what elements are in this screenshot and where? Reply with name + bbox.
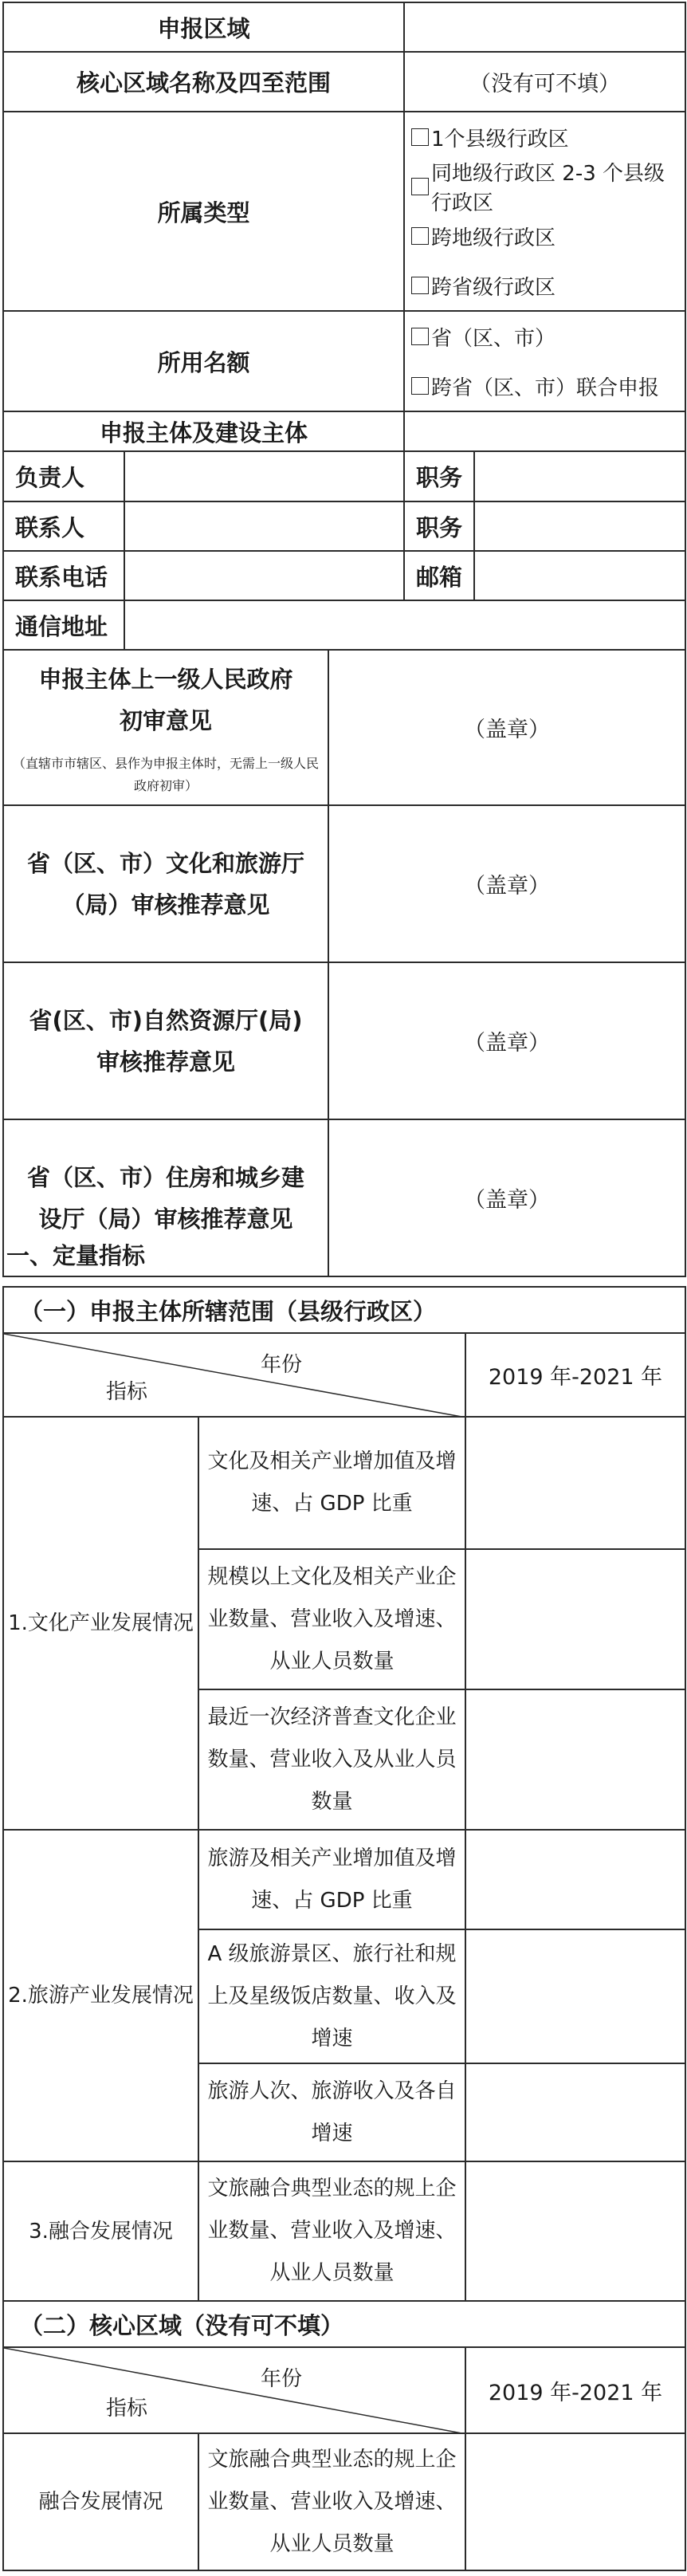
table2-heading: （二）核心区域（没有可不填）: [3, 2301, 685, 2347]
culture-opinion-seal[interactable]: （盖章）: [328, 805, 685, 962]
declare-area-label: 申报区域: [3, 2, 404, 52]
core-area-label: 核心区域名称及四至范围: [3, 52, 404, 112]
g2-item-3: 旅游人次、旅游收入及各自增速: [198, 2063, 465, 2161]
table2-diagonal-header: [3, 2347, 465, 2433]
belong-type-options: [404, 112, 685, 311]
subject-field[interactable]: [404, 411, 685, 451]
group-culture-industry: 1.文化产业发展情况: [3, 1417, 198, 1830]
core-item-1: 文旅融合典型业态的规上企业数量、营业收入及增速、从业人员数量: [198, 2433, 465, 2570]
table2-period: 2019 年-2021 年: [465, 2347, 685, 2433]
diagonal-line: [4, 2348, 466, 2434]
belong-type-label: 所属类型: [3, 112, 404, 311]
housing-opinion-label: 省（区、市）住房和城乡建设厅（局）审核推荐意见: [3, 1119, 328, 1276]
g1-item-3-value[interactable]: [465, 1689, 685, 1830]
core-item-1-value[interactable]: [465, 2433, 685, 2570]
g2-item-1-value[interactable]: [465, 1830, 685, 1929]
gov-opinion-seal[interactable]: （盖章）: [328, 650, 685, 805]
option-cross-province[interactable]: 跨省级行政区: [405, 261, 685, 310]
year-label: 年份: [260, 2367, 302, 2391]
culture-opinion-label: 省（区、市）文化和旅游厅（局）审核推荐意见: [3, 805, 328, 962]
declare-area-field[interactable]: [404, 2, 685, 52]
contact-label: 联系人: [3, 501, 124, 551]
checkbox-icon[interactable]: [411, 377, 429, 395]
table1-heading: （一）申报主体所辖范围（县级行政区）: [3, 1287, 685, 1333]
section-title: 一、定量指标: [6, 1242, 146, 1269]
checkbox-icon[interactable]: [411, 178, 429, 195]
option-joint[interactable]: 跨省（区、市）联合申报: [405, 361, 685, 411]
subject-label: 申报主体及建设主体: [3, 411, 404, 451]
housing-opinion-seal[interactable]: （盖章）: [328, 1119, 685, 1276]
table1-period: 2019 年-2021 年: [465, 1333, 685, 1417]
g1-item-3: 最近一次经济普查文化企业数量、营业收入及从业人员数量: [198, 1689, 465, 1830]
email-field[interactable]: [474, 551, 685, 600]
indicator-label: 指标: [106, 2397, 148, 2421]
position-label-2: 职务: [404, 501, 474, 551]
core-group-integration: 融合发展情况: [3, 2433, 198, 2570]
group-integration: 3.融合发展情况: [3, 2161, 198, 2301]
person-in-charge-label: 负责人: [3, 451, 124, 501]
checkbox-icon[interactable]: [411, 128, 429, 146]
gov-opinion-note: （直辖市市辖区、县作为申报主体时，无需上一级人民政府初审）: [12, 755, 319, 793]
option-cross-prefecture[interactable]: 跨地级行政区: [405, 211, 685, 261]
person-in-charge-field[interactable]: [124, 451, 404, 501]
option-county[interactable]: 1个县级行政区: [405, 112, 685, 162]
table1-diagonal-header: [3, 1333, 465, 1417]
core-area-field[interactable]: （没有可不填）: [404, 52, 685, 112]
quota-options: [404, 311, 685, 411]
g2-item-1: 旅游及相关产业增加值及增速、占 GDP 比重: [198, 1830, 465, 1929]
g3-item-1: 文旅融合典型业态的规上企业数量、营业收入及增速、从业人员数量: [198, 2161, 465, 2301]
year-label: 年份: [260, 1353, 302, 1377]
diagonal-line: [4, 1334, 466, 1418]
phone-label: 联系电话: [3, 551, 124, 600]
g3-item-1-value[interactable]: [465, 2161, 685, 2301]
phone-field[interactable]: [124, 551, 404, 600]
group-tourism-industry: 2.旅游产业发展情况: [3, 1830, 198, 2161]
g2-item-2: A 级旅游景区、旅行社和规上及星级饭店数量、收入及增速: [198, 1929, 465, 2063]
resource-opinion-label: 省(区、市)自然资源厅(局)审核推荐意见: [3, 962, 328, 1119]
g2-item-3-value[interactable]: [465, 2063, 685, 2161]
position-field-2[interactable]: [474, 501, 685, 551]
option-province[interactable]: 省（区、市）: [405, 312, 685, 361]
g1-item-1: 文化及相关产业增加值及增速、占 GDP 比重: [198, 1417, 465, 1549]
g1-item-1-value[interactable]: [465, 1417, 685, 1549]
g2-item-2-value[interactable]: [465, 1929, 685, 2063]
g1-item-2-value[interactable]: [465, 1549, 685, 1689]
quantitative-indicators-table: [2, 1286, 686, 2571]
g1-item-2: 规模以上文化及相关产业企业数量、营业收入及增速、从业人员数量: [198, 1549, 465, 1689]
checkbox-icon[interactable]: [411, 328, 429, 345]
address-field[interactable]: [124, 600, 685, 650]
option-same-prefecture[interactable]: 同地级行政区 2-3 个县级行政区: [405, 162, 685, 211]
quota-label: 所用名额: [3, 311, 404, 411]
checkbox-icon[interactable]: [411, 277, 429, 294]
checkbox-icon[interactable]: [411, 227, 429, 245]
email-label: 邮箱: [404, 551, 474, 600]
address-label: 通信地址: [3, 600, 124, 650]
gov-opinion-label: 申报主体上一级人民政府 初审意见 （直辖市市辖区、县作为申报主体时，无需上一级人民政府初审）: [3, 650, 328, 805]
resource-opinion-seal[interactable]: （盖章）: [328, 962, 685, 1119]
position-field[interactable]: [474, 451, 685, 501]
position-label: 职务: [404, 451, 474, 501]
contact-field[interactable]: [124, 501, 404, 551]
indicator-label: 指标: [106, 1380, 148, 1404]
application-form-table: [2, 2, 686, 1277]
